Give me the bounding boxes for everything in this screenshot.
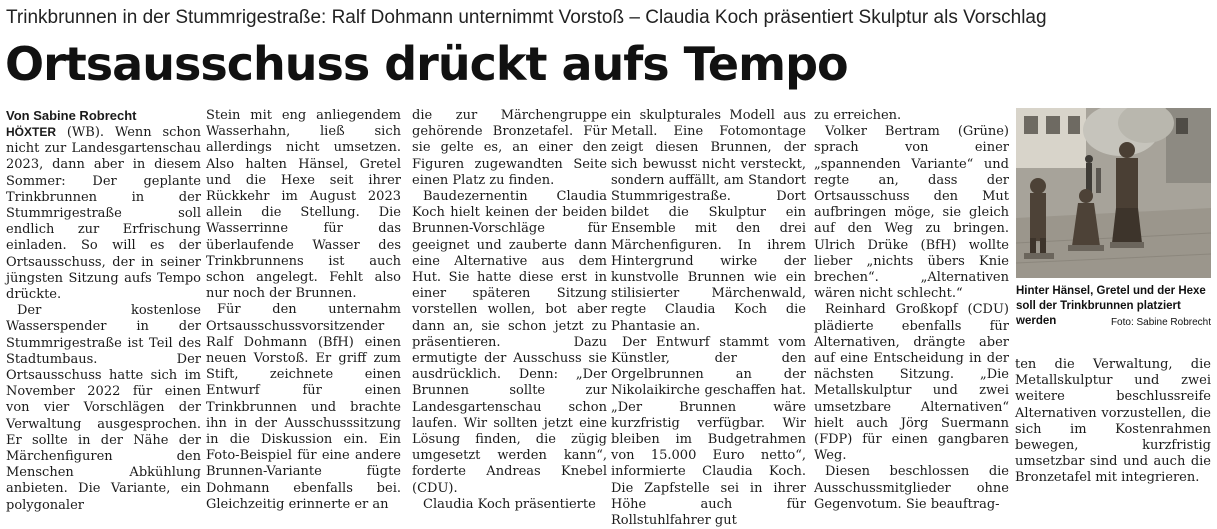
paragraph: Stein mit eng anliegendem Wasserhahn, ließ sich allerdings nicht umsetzen. Also halten Hänsel, Gretel und die Hexe seit ihrer Rückkehr im August 2023 allein die Stellung. Die Wasserrinne für das überlaufende Wasser des Trinkbrunnens ist auch schon angelegt. Fehlt also nur noch der Brunnen.: [206, 108, 401, 302]
article-kicker: Trinkbrunnen in der Stummrigestraße: Ralf Dohmann unternimmt Vorstoß – Claudia Koch präsentiert Skulptur als Vorschlag: [6, 7, 1047, 28]
paragraph: zu erreichen.: [814, 108, 902, 123]
text-column-2: [206, 108, 401, 513]
byline: Von Sabine Robrecht: [6, 108, 137, 123]
paragraph: Volker Bertram (Grüne) sprach von einer „spannenden Variante“ und regte an, dass der Ortsausschuss den Mut aufbringen möge, sie gleich auf den Weg zu bringen. Ulrich Drüke (BfH) wollte lieber „nichts übers Knie brechen“. „Alternativen wären nicht schlecht.“: [814, 124, 1009, 302]
paragraph: Claudia Koch präsentierte: [423, 496, 596, 512]
paragraph: Diesen beschlossen die Ausschussmitglieder ohne Gegenvotum. Sie beauftrag-: [814, 464, 1009, 512]
text-column-3: [412, 108, 607, 513]
text-column-1: [6, 108, 201, 514]
article-headline: Ortsausschuss drückt aufs Tempo: [5, 37, 848, 91]
photo-credit: Foto: Sabine Robrecht: [1110, 317, 1211, 328]
paragraph: ein skulpturales Modell aus Metall. Eine Fotomontage zeigt diesen Brunnen, der sich bewusst nicht versteckt, sondern auffällt, am Standort Stummrigestraße. Dort bildet die Skulptur ein Ensemble mit den drei Märchenfiguren. In ihrem Hintergrund wirke der kunstvolle Brunnen wie ein stilisierter Märchenwald, regte Claudia Koch die Phantasie an.: [611, 108, 806, 334]
paragraph: Baudezernentin Claudia Koch hielt keinen der beiden Brunnen-Vorschläge für geeignet und zauberte dann eine Alternative aus dem Hut. Sie hatte diese erst in einer späteren Sitzung vorstellen wollen, bot aber dann an, sie schon jetzt zu präsentieren. Dazu ermutigte der Ausschuss sie ausdrücklich. Denn: „Der Brunnen sollte zur Landesgartenschau schon laufen. Wir sollten jetzt eine Lösung finden, die zügig umgesetzt werden kann“, forderte Andreas Knebel (CDU).: [412, 189, 607, 496]
paragraph-text: (WB). Wenn schon nicht zur Landesgartenschau 2023, dann aber in diesem Sommer: Der geplante Trinkbrunnen in der Stummrigestraße soll endlich zur Erfrischung einladen. So will es der Ortsausschuss, der in seiner jüngsten Sitzung aufs Tempo drückte.: [6, 125, 201, 303]
paragraph: die zur Märchengruppe gehörende Bronzetafel. Für sie gelte es, an einer den Figuren zugewandten Seite einen Platz zu finden.: [412, 108, 607, 188]
paragraph: Für den unternahm Ortsausschussvorsitzender Ralf Dohmann (BfH) einen neuen Vorstoß. Er griff zum Stift, zeichnete einen Entwurf für einen Trinkbrunnen und brachte ihn in der Ausschusssitzung in die Diskussion ein. Ein Foto-Beispiel für eine andere Brunnen-Variante fügte Dohmann ebenfalls bei. Gleichzeitig erinnerte er an: [206, 302, 401, 512]
statues-photo-illustration: [1016, 108, 1211, 278]
text-column-5: [814, 108, 1009, 513]
caption-text: Hinter Hänsel, Gretel und der Hexe soll der Trinkbrunnen platziert werden: [1016, 285, 1206, 327]
text-column-6: [1015, 357, 1211, 487]
article-photo: [1016, 108, 1211, 278]
text-column-4: [611, 108, 806, 529]
paragraph: Der Entwurf stammt vom Künstler, der den Orgelbrunnen an der Nikolaikirche geschaffen hat. „Der Brunnen wäre kurzfristig verfügbar. Wir bleiben im Budgetrahmen von 15.000 Euro netto“, informierte Claudia Koch. Die Zapfstelle sei in ihrer Höhe auch für Rollstuhlfahrer gut: [611, 334, 806, 529]
paragraph: Reinhard Großkopf (CDU) plädierte ebenfalls für Alternativen, drängte aber auf eine Entscheidung in der nächsten Sitzung. „Die Metallskulptur und zwei umsetzbare Alternativen“ hielt auch Jörg Suermann (FDP) für einen gangbaren Weg.: [814, 302, 1009, 464]
paragraph: Der kostenlose Wasserspender in der Stummrigestraße ist Teil des Stadtumbaus. Der Ortsausschuss hatte sich im November 2022 für einen von vier Vorschlägen der Verwaltung ausgesprochen. Er sollte in der Nähe der Märchenfiguren den Menschen Abkühlung anbieten. Die Variante, ein polygonaler: [6, 303, 201, 513]
paragraph: [6, 124, 201, 303]
paragraph: ten die Verwaltung, die Metallskulptur und zwei weitere beschlussreife Alternativen vorzustellen, die sich im Kostenrahmen bewegen, kurzfristig umsetzbar sind und auch die Bronzetafel mit integrieren.: [1015, 357, 1211, 486]
dateline: HÖXTER: [6, 125, 57, 139]
photo-caption: [1016, 284, 1211, 330]
